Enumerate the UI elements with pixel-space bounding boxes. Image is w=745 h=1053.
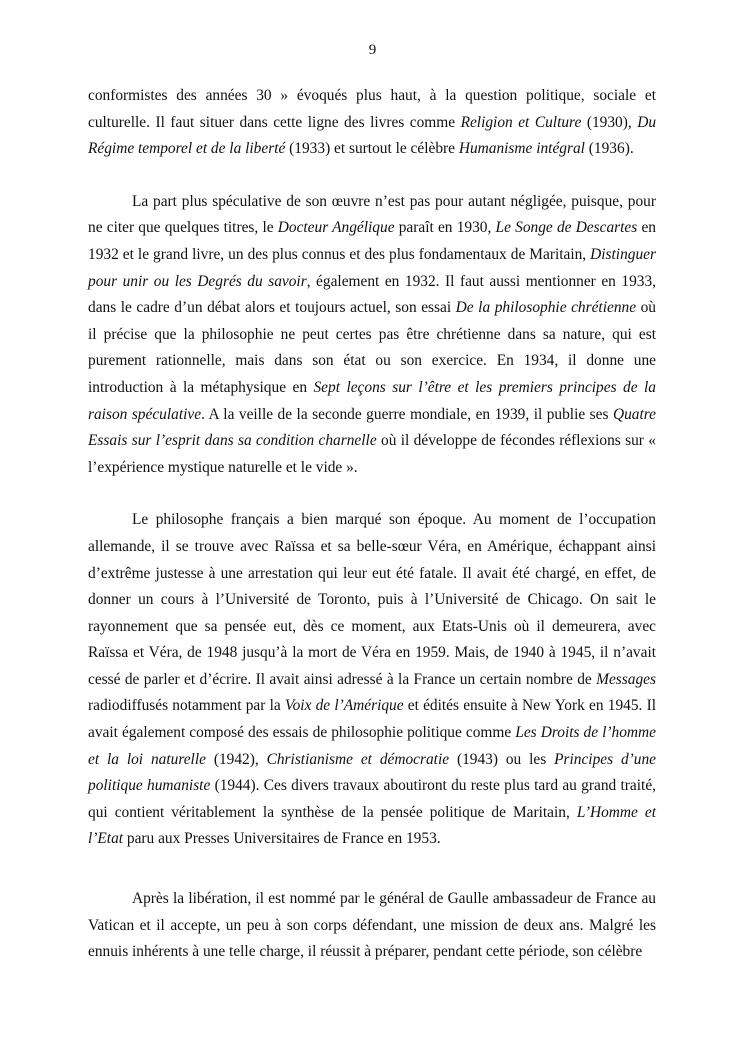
text-segment: (1936). (584, 140, 634, 158)
book-title: Quatre Essais sur l’esprit dans sa condition charnelle (88, 405, 656, 450)
book-title: Humanisme intégral (458, 140, 585, 158)
book-title: De la philosophie chrétienne (455, 299, 637, 317)
text-segment: (1930), (581, 113, 638, 131)
book-title: Voix de l’Amérique (284, 697, 404, 715)
text-segment: paraît en 1930, (394, 219, 496, 237)
page-number: 9 (368, 42, 377, 58)
text-segment: (1942), (205, 750, 267, 768)
text-segment: (1933) et surtout le célèbre (285, 140, 459, 158)
book-title: Christianisme et démocratie (266, 750, 450, 768)
text-segment: Après la libération, il est nommé par le général de Gaulle ambassadeur de France au Vatican et il accepte, un peu à son corps défendant, une mission de deux ans. Malgré les ennuis inhérents à une telle charge, il réussit à préparer, pendant cette période, son célèbre (88, 890, 656, 961)
book-title: Les Droits de l’homme et la loi naturelle (88, 724, 656, 768)
text-segment: où il précise que la philosophie ne peut certes pas être chrétienne dans sa nature, qui est purement rationnelle, mais dans son état ou son exercice. En 1934, il donne une introduction à la métaphysique en (88, 299, 656, 396)
book-title: Principes d’une politique humaniste (88, 750, 656, 795)
text-segment: paru aux Presses Universitaires de France en 1953. (123, 830, 441, 848)
book-title: Du Régime temporel et de la liberté (88, 113, 657, 158)
text-segment: La part plus spéculative de son œuvre n’est pas pour autant négligée, puisque, pour ne citer que quelques titres, le (88, 192, 656, 237)
paragraph-2 (88, 189, 656, 482)
book-title: Sept leçons sur l’être et les premiers principes de la raison spéculative (88, 378, 656, 423)
book-title: L’Homme et l’Etat (88, 803, 656, 848)
text-segment: , également en 1932. Il faut aussi mentionner en 1933, dans le cadre d’un débat alors et toujours actuel, son essai (88, 272, 656, 317)
book-title: Docteur Angélique (277, 219, 395, 237)
paragraph-3 (88, 507, 656, 853)
document-body (88, 83, 656, 966)
text-segment: et édités ensuite à New York en 1945. Il avait également composé des essais de philosophie politique comme (88, 697, 656, 742)
text-segment: . A la veille de la seconde guerre mondiale, en 1939, il publie ses (201, 405, 613, 423)
text-segment: (1943) ou les (449, 750, 555, 768)
book-title: Le Songe de Descartes (495, 219, 638, 237)
book-title: Distinguer pour unir ou les Degrés du savoir (88, 245, 656, 290)
paragraph-1 (88, 83, 656, 163)
text-segment: (1944). Ces divers travaux aboutiront du reste plus tard au grand traité, qui contient véritablement la synthèse de la pensée politique de Maritain, (88, 777, 656, 821)
text-segment: Le philosophe français a bien marqué son époque. Au moment de l’occupation allemande, il se trouve avec Raïssa et sa belle-sœur Véra, en Amérique, échappant ainsi d’extrême justesse à une arrestation qui leur eut été fatale. Il avait été chargé, en effet, de donner un cours à l’Université de Toronto, puis à l’Université de Chicago. On sait le rayonnement que sa pensée eut, dès ce moment, aux Etats-Unis où il demeurera, avec Raïssa et Véra, de 1948 jusqu’à la mort de Véra en 1959. Mais, de 1940 à 1945, il n’avait cessé de parler et d’écrire. Il avait ainsi adressé à la France un certain nombre de (88, 511, 656, 688)
book-title: Religion et Culture (460, 113, 582, 131)
text-segment: où il développe de fécondes réflexions sur « l’expérience mystique naturelle et le vide ». (88, 432, 656, 476)
book-title: Messages (596, 670, 656, 688)
text-segment: radiodiffusés notamment par la (88, 697, 285, 715)
paragraph-4 (88, 886, 656, 966)
text-segment: en 1932 et le grand livre, un des plus connus et des plus fondamentaux de Maritain, (88, 219, 656, 263)
text-segment: conformistes des années 30 » évoqués plus haut, à la question politique, sociale et culturelle. Il faut situer dans cette ligne des livres comme (88, 87, 656, 131)
